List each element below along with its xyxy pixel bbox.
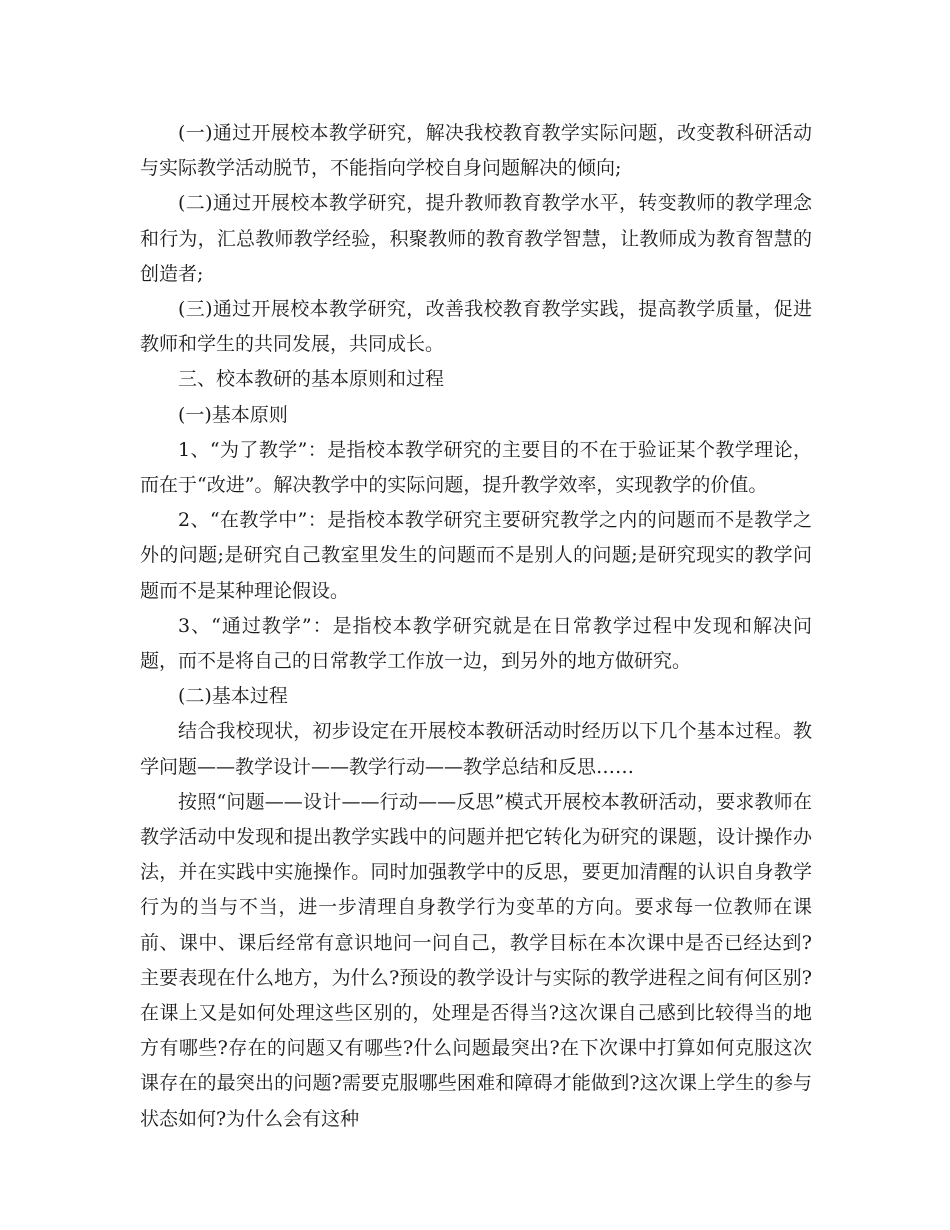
paragraph-principle-1: 1、“为了教学”：是指校本教学研究的主要目的不在于验证某个教学理论，而在于“改进”。解决教学中的实际问题，提升教学效率，实现教学的价值。: [140, 438, 812, 497]
paragraph-goal-3: (三)通过开展校本教学研究，改善我校教育教学实践，提高教学质量，促进教师和学生的共同发展，共同成长。: [140, 298, 812, 356]
document-body: [140, 116, 812, 1137]
section-heading-principles-process: 三、校本教研的基本原则和过程: [178, 368, 445, 391]
paragraph-goal-2: (二)通过开展校本教学研究，提升教师教育教学水平，转变教师的教学理念和行为，汇总教师教学经验，积聚教师的教育教学智慧，让教师成为教育智慧的创造者;: [140, 192, 812, 285]
paragraph-process-detail: 按照“问题——设计——行动——反思”模式开展校本教研活动，要求教师在教学活动中发现和提出教学实践中的问题并把它转化为研究的课题，设计操作办法，并在实践中实施操作。同时加强教学中的反思，要更加清醒的认识自身教学行为的当与不当，进一步清理自身教学行为变革的方向。要求每一位教师在课前、课中、课后经常有意识地问一问自己，教学目标在本次课中是否已经达到?主要表现在什么地方，为什么?预设的教学设计与实际的教学进程之间有何区别?在课上又是如何处理这些区别的，处理是否得当?这次课自己感到比较得当的地方有哪些?存在的问题又有哪些?什么问题最突出?在下次课中打算如何克服这次课存在的最突出的问题?需要克服哪些困难和障碍才能做到?这次课上学生的参与状态如何?为什么会有这种: [140, 790, 812, 1130]
paragraph-process-intro: 结合我校现状，初步设定在开展校本教研活动时经历以下几个基本过程。教学问题——教学设计——教学行动——教学总结和反思……: [140, 720, 812, 778]
paragraph-principle-3: 3、“通过教学”：是指校本教学研究就是在日常教学过程中发现和解决问题，而不是将自己的日常教学工作放一边，到另外的地方做研究。: [140, 614, 812, 673]
subheading-basic-process: (二)基本过程: [178, 685, 288, 708]
paragraph-goal-1: (一)通过开展校本教学研究，解决我校教育教学实际问题，改变教科研活动与实际教学活动脱节，不能指向学校自身问题解决的倾向;: [140, 122, 812, 180]
paragraph-principle-2: 2、“在教学中”：是指校本教学研究主要研究教学之内的问题而不是教学之外的问题;是研究自己教室里发生的问题而不是别人的问题;是研究现实的教学问题而不是某种理论假设。: [140, 509, 812, 602]
subheading-basic-principles: (一)基本原则: [178, 403, 288, 426]
